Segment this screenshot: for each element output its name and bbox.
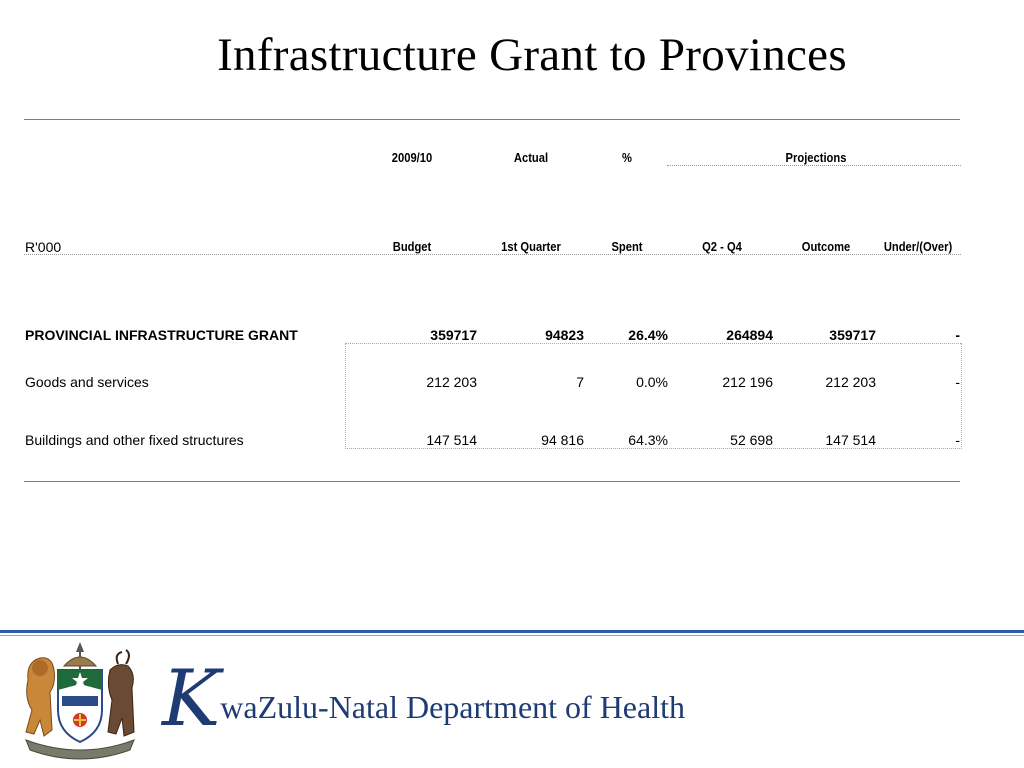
- cell-under-over: -: [955, 432, 960, 448]
- header-outcome: Outcome: [801, 239, 851, 254]
- logo-text: waZulu-Natal Department of Health: [220, 689, 685, 725]
- cell-budget: 147 514: [426, 432, 477, 448]
- header-first-quarter: 1st Quarter: [501, 239, 561, 254]
- projections-underline: [667, 165, 961, 166]
- row-label: Goods and services: [25, 374, 149, 390]
- department-logo-text: [162, 654, 685, 744]
- unit-label: R'000: [25, 239, 62, 255]
- cell-budget: 212 203: [426, 374, 477, 390]
- cell-spent: 64.3%: [628, 432, 668, 448]
- header-spent: Spent: [611, 239, 643, 254]
- cell-spent: 26.4%: [628, 327, 668, 343]
- cell-spent: 0.0%: [636, 374, 668, 390]
- row-label: PROVINCIAL INFRASTRUCTURE GRANT: [25, 327, 298, 343]
- cell-outcome: 147 514: [825, 432, 876, 448]
- header-q2-q4: Q2 - Q4: [702, 239, 742, 254]
- cell-q2-q4: 52 698: [730, 432, 773, 448]
- footer-band-thin: [0, 635, 1024, 636]
- header-year: 2009/10: [391, 150, 433, 165]
- row-label: Buildings and other fixed structures: [25, 432, 244, 448]
- header-projections: Projections: [785, 150, 847, 165]
- page-title: Infrastructure Grant to Provinces: [217, 29, 847, 81]
- top-divider: [24, 119, 960, 120]
- cell-first-quarter: 94823: [545, 327, 584, 343]
- cell-budget: 359717: [430, 327, 477, 343]
- header-under-over: Under/(Over): [883, 239, 953, 254]
- cell-under-over: -: [955, 374, 960, 390]
- cell-q2-q4: 264894: [726, 327, 773, 343]
- logo-initial: K: [162, 654, 221, 744]
- cell-outcome: 359717: [829, 327, 876, 343]
- cell-q2-q4: 212 196: [722, 374, 773, 390]
- header-underline: [24, 254, 961, 255]
- cell-first-quarter: 7: [576, 374, 584, 390]
- header-actual: Actual: [513, 150, 549, 165]
- bottom-divider: [24, 481, 960, 482]
- header-percent: %: [622, 150, 632, 165]
- footer-band: [0, 630, 1024, 633]
- cell-first-quarter: 94 816: [541, 432, 584, 448]
- cell-under-over: -: [955, 327, 960, 343]
- coat-of-arms-icon: [18, 640, 142, 764]
- header-budget: Budget: [392, 239, 432, 254]
- cell-outcome: 212 203: [825, 374, 876, 390]
